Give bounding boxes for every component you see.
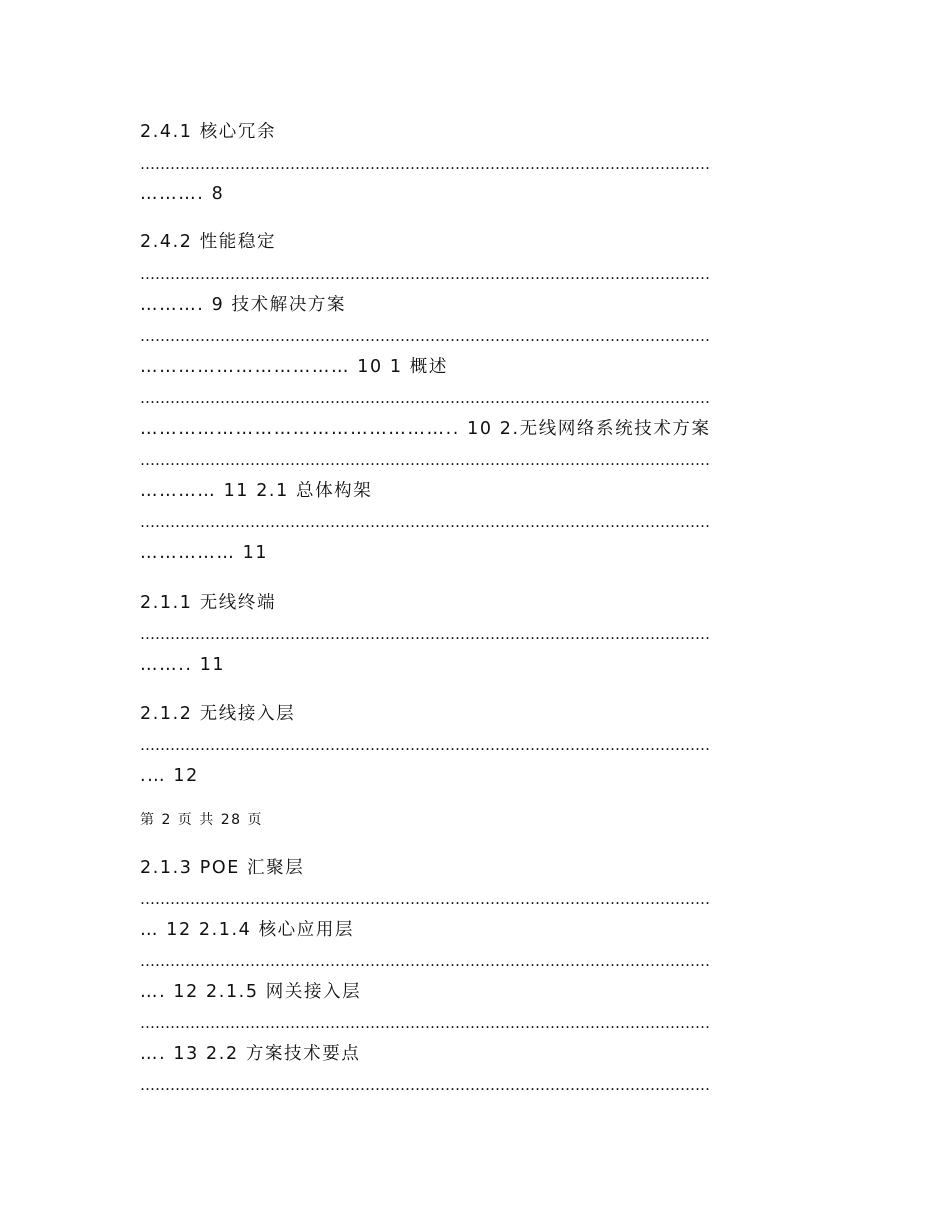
toc-page-ref-and-heading: …. 13 2.2 方案技术要点 [140,1044,361,1064]
toc-heading-2-4-1: 2.4.1 核心冗余 [140,122,277,142]
toc-page-ref: …….. 11 [140,655,226,675]
toc-leader-dots: …………………………………………………………………………………………………… [140,736,710,754]
toc-page-ref-and-heading: …………………………… 10 1 概述 [140,357,448,377]
toc-heading-2-4-2: 2.4.2 性能稳定 [140,232,277,252]
toc-page-ref-and-heading: ………………………………………….. 10 2.无线网络系统技术方案 [140,419,711,439]
toc-heading-2-1-2: 2.1.2 无线接入层 [140,704,296,724]
toc-leader-dots: …………………………………………………………………………………………………… [140,890,710,908]
toc-page-ref: .… 12 [140,766,199,786]
toc-page-ref-and-heading: … 12 2.1.4 核心应用层 [140,920,355,940]
toc-page-ref-and-heading: ………… 11 2.1 总体构架 [140,481,373,501]
toc-page-ref: ………. 8 [140,184,225,204]
toc-leader-dots: …………………………………………………………………………………………………… [140,625,710,643]
toc-leader-dots: …………………………………………………………………………………………………… [140,952,710,970]
toc-leader-dots: …………………………………………………………………………………………………… [140,451,710,469]
toc-leader-dots: …………………………………………………………………………………………………… [140,389,710,407]
toc-heading-2-1-1: 2.1.1 无线终端 [140,593,277,613]
toc-leader-dots: …………………………………………………………………………………………………… [140,513,710,531]
toc-leader-dots: …………………………………………………………………………………………………… [140,1014,710,1032]
page-number-footer: 第 2 页 共 28 页 [140,812,263,828]
toc-leader-dots: …………………………………………………………………………………………………… [140,155,710,173]
toc-page-ref: …………… 11 [140,543,269,563]
toc-leader-dots: …………………………………………………………………………………………………… [140,265,710,283]
toc-leader-dots: …………………………………………………………………………………………………… [140,327,710,345]
toc-page-ref-and-heading: …. 12 2.1.5 网关接入层 [140,982,362,1002]
toc-leader-dots: …………………………………………………………………………………………………… [140,1076,710,1094]
toc-page-ref-and-heading: ………. 9 技术解决方案 [140,295,347,315]
toc-heading-2-1-3: 2.1.3 POE 汇聚层 [140,858,305,878]
